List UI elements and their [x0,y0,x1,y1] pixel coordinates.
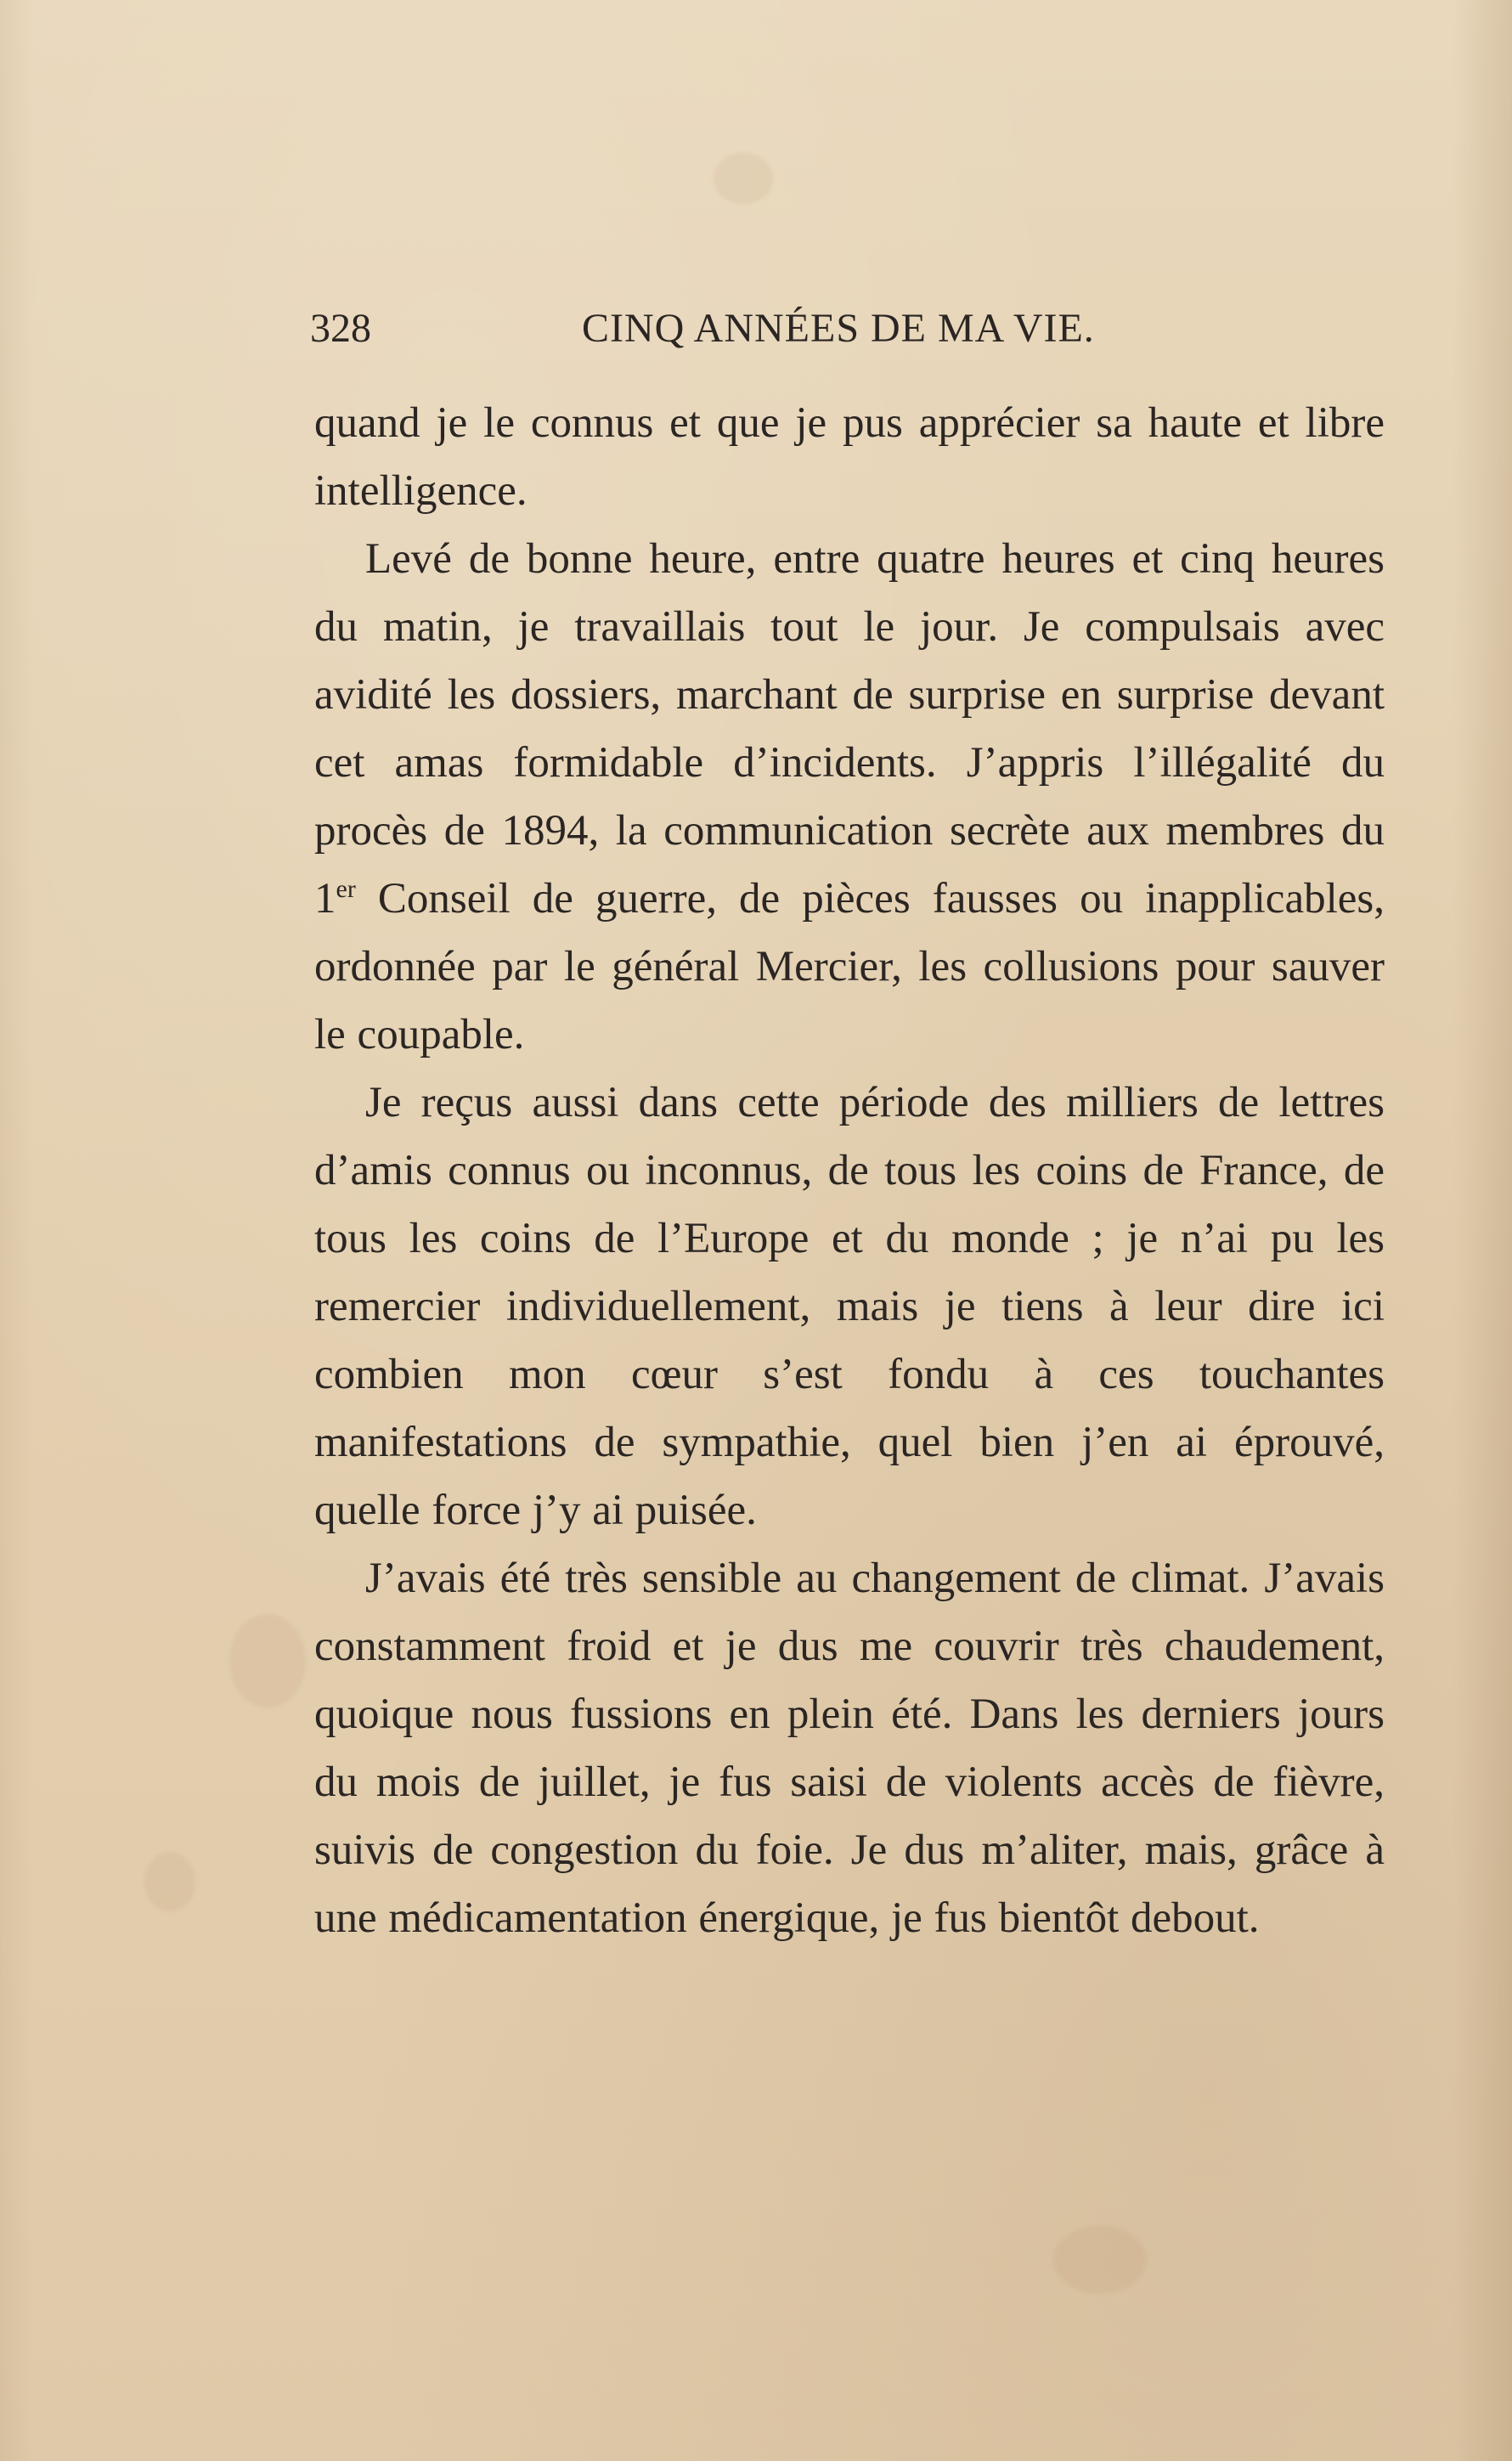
body-text [314,389,1385,1952]
paragraph-text: Levé de bonne heure, entre quatre heures et cinq heures du matin, je travaillais tout le jour. Je compulsais avec avidité les dossiers, marchant de surprise en surprise devant cet amas formidable d’incidents. J’appris l’illégalité du procès de 1894, la communication secrète aux membres du [314,535,1385,855]
paper-stain [1053,2226,1147,2294]
ordinal-superscript: er [336,875,356,903]
paragraph: quand je le connus et que je pus apprécier sa haute et libre intelligence. [314,399,1385,515]
paper-stain [229,1614,306,1707]
paragraph: J’avais été très sensible au changement de climat. J’avais constamment froid et je dus me couvrir très chaudement, quoique nous fussions en plein été. Dans les derniers jours du mois de juillet, je fus saisi de violents accès de fièvre, suivis de congestion du foie. Je dus m’aliter, mais, grâce à une médicamentation énergique, je fus bientôt debout. [314,1555,1385,1942]
paragraph-text: Conseil de guerre, de pièces fausses ou inapplicables, ordonnée par le général Mercier, les collusions pour sauver le coupable. [314,875,1385,1058]
paper-stain [144,1852,195,1911]
page-header [310,299,1393,358]
paper-stain [714,153,773,204]
paragraph: Je reçus aussi dans cette période des milliers de lettres d’amis connus ou inconnus, de tous les coins de France, de tous les coins de l’Europe et du monde ; je n’ai pu les remercier individuellement, mais je tiens à leur dire ici combien mon cœur s’est fondu à ces touchantes manifestations de sympathie, quel bien j’en ai éprouvé, quelle force j’y ai puisée. [314,1079,1385,1534]
page-number: 328 [310,306,371,351]
running-title: CINQ ANNÉES DE MA VIE. [582,306,1095,351]
paragraph [314,525,1385,1069]
ordinal-number: 1 [314,875,336,923]
